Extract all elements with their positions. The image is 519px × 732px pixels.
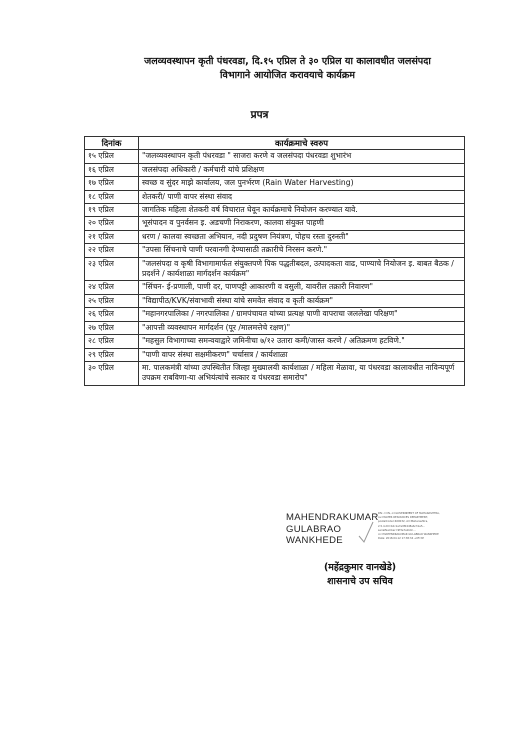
heading-line-1: जलव्यवस्थापन कृती पंधरवडा, दि.१५ एप्रिल ते ३० एप्रिल या कालावधीत जलसंपदा	[144, 56, 431, 67]
row-program: मा. पालकमंत्री यांच्या उपस्थितीत जिल्हा मुख्यालयी कार्यशाळा / महिला मेळावा, या पंधरवडा कालावधीत नाविन्यपूर्ण उपक्रम राबविणा-या अभियंत्यांचे सत्कार व पंधरवडा समारोप"	[139, 361, 465, 385]
row-program: "जलव्यवस्थापन कृती पंधरवडा " साजरा करणे व जलसंपदा पंधरवडा शुभारंभ	[139, 150, 465, 163]
row-date: २९ एप्रिल	[85, 348, 139, 361]
signature-check-icon	[356, 518, 376, 548]
signature-detail-line: serialNumber=9f3e7a1b0c...	[378, 528, 416, 532]
row-date: २१ एप्रिल	[85, 230, 139, 243]
row-date: २७ एप्रिल	[85, 321, 139, 334]
heading-line-2: विभागाने आयोजित करावयाचे कार्यक्रम	[220, 70, 355, 81]
row-date: २२ एप्रिल	[85, 244, 139, 257]
signature-detail-line: Date: 2018.04.12 17:38:34 +05'30'	[378, 537, 425, 541]
table-row	[85, 335, 465, 348]
row-program: "महानगरपालिका / नगरपालिका / ग्रामपंचायत यांच्या प्रत्यक्ष पाणी वापराचा जललेखा परिक्षण"	[139, 308, 465, 321]
document-subtitle: प्रपत्र	[250, 109, 269, 121]
row-program: "महसुल विभागाच्या समन्वयाद्वारे जमिनीचा ७/१२ उतारा कमी/जास्त करणे / अतिक्रमण हटविणे."	[139, 335, 465, 348]
row-date: २८ एप्रिल	[85, 335, 139, 348]
table-row	[85, 257, 465, 281]
document-heading	[95, 55, 480, 83]
table-row	[85, 204, 465, 217]
row-program: जलसंपदा अधिकारी / कर्मचारी यांचे प्रशिक्षण	[139, 163, 465, 176]
row-program: "पाणी वापर संस्था सक्षमीकरण" चर्चासत्र / कार्यशाळा	[139, 348, 465, 361]
signature-detail-line: 2.5.4.20=b2c1a7e9f04d8a6c31e5...	[378, 524, 425, 528]
signature-detail-line: ou=WATER RESOURCES DEPARTMENT,	[378, 516, 429, 520]
row-date: २३ एप्रिल	[85, 257, 139, 281]
row-program: स्वच्छ व सुंदर माझे कार्यालय, जल पुनर्भरण (Rain Water Harvesting)	[139, 177, 465, 190]
table-row	[85, 244, 465, 257]
row-program: "विद्यापीठ/KVK/संवाभावी संस्था यांचे समवेत संवाद व कृती कार्यक्रम"	[139, 294, 465, 307]
table-row	[85, 348, 465, 361]
table-row	[85, 361, 465, 385]
table-row	[85, 163, 465, 176]
signature-detail-line: cn=MAHENDRAKUMAR GULABRAO WANKHEDE	[378, 533, 439, 537]
table-body	[85, 150, 465, 385]
header-date: दिनांक	[85, 137, 139, 150]
signature-detail-line: DN: c=IN, o=GOVERNMENT OF MAHARASHTRA,	[378, 512, 440, 515]
table-row	[85, 308, 465, 321]
table-row	[85, 177, 465, 190]
table-header-row	[85, 137, 465, 150]
header-program: कार्यक्रमाचे स्वरुप	[139, 137, 465, 150]
signer-name-line: WANKHEDE	[286, 535, 343, 546]
table-row	[85, 230, 465, 243]
table-row	[85, 217, 465, 230]
row-date: २५ एप्रिल	[85, 294, 139, 307]
signature-detail-line: postalCode=400032, st=Maharashtra,	[378, 520, 429, 524]
row-date: १८ एप्रिल	[85, 190, 139, 203]
row-program: "सिंचन- ई-प्रणाली, पाणी दर, पाणपट्टी आकारणी व वसुली, यावरील तक्रारी निवारण"	[139, 281, 465, 294]
digital-signature-details	[378, 512, 486, 558]
signatory-designation: शासनाचे उप सचिव	[327, 576, 393, 587]
row-program: "जलसंपदा व कृषी विभागामार्फत संयुक्तपणे पिक पद्धतीबदल, उत्पादकता वाढ, पाण्याचे नियोजन इ. बाबत बैठक / प्रदर्शने / कार्यशाळा मार्गदर्शन कार्यक्रम"	[139, 257, 465, 281]
signer-name-line: MAHENDRAKUMAR	[286, 512, 379, 523]
row-date: १७ एप्रिल	[85, 177, 139, 190]
table-row	[85, 294, 465, 307]
program-schedule-table	[84, 136, 465, 386]
row-date: ३० एप्रिल	[85, 361, 139, 385]
table-row	[85, 190, 465, 203]
table-row	[85, 150, 465, 163]
table-row	[85, 321, 465, 334]
signer-name-line: GULABRAO	[286, 523, 342, 535]
table-row	[85, 281, 465, 294]
row-date: १९ एप्रिल	[85, 204, 139, 217]
row-program: धरण / कालवा स्वच्छता अभियान, नदी प्रदुषण नियंत्रण, पोहच रस्ता दुरुस्ती"	[139, 230, 465, 243]
signatory-name: (महेंद्रकुमार वानखेडे)	[324, 562, 396, 573]
row-program: शेतकरी/ पाणी वापर संस्था संवाद	[139, 190, 465, 203]
row-date: २० एप्रिल	[85, 217, 139, 230]
row-date: १६ एप्रिल	[85, 163, 139, 176]
row-program: "उपसा सिंचनाचे पाणी परवानगी देण्यासाठी तक्रारीचे निरसन करणे."	[139, 244, 465, 257]
row-date: २६ एप्रिल	[85, 308, 139, 321]
row-date: १५ एप्रिल	[85, 150, 139, 163]
row-date: २४ एप्रिल	[85, 281, 139, 294]
row-program: भूसंपादन व पुनर्वसन इ. अडचणी निराकरण, कालवा संयुक्त पाहणी	[139, 217, 465, 230]
row-program: "आपत्ती व्यवस्थापन मार्गदर्शन (पूर /मालमत्तेचे रक्षण)"	[139, 321, 465, 334]
row-program: जागतिक महिला शेतकरी वर्ष विचारात घेवून कार्यक्रमाचे नियोजन करण्यात यावे.	[139, 204, 465, 217]
